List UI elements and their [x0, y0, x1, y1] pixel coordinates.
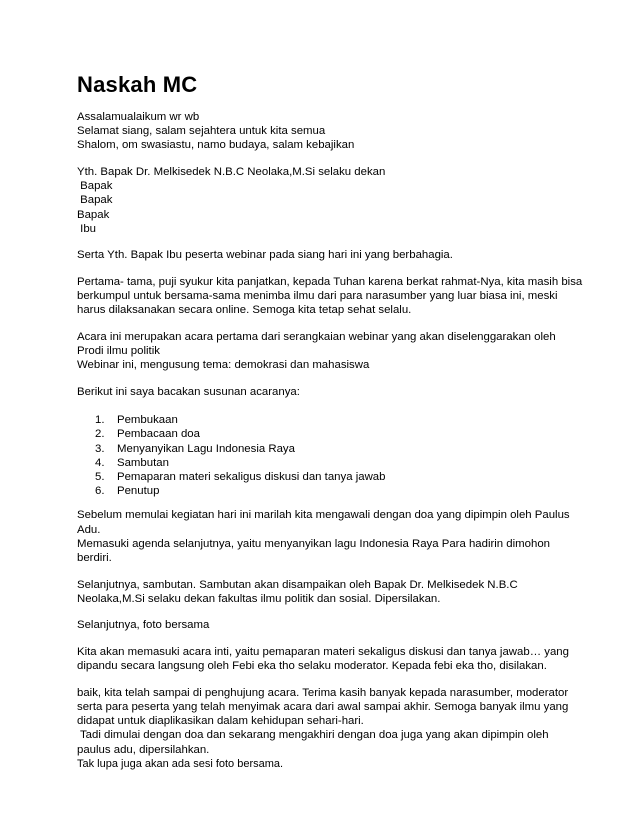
agenda-list — [77, 413, 577, 498]
text-line: serta para peserta yang telah menyimak acara dari awal sampai akhir. Semoga banyak ilmu yang — [77, 701, 569, 714]
text-line: Bapak — [77, 208, 110, 221]
text-line: Sebelum memulai kegiatan hari ini marilah kita mengawali dengan doa yang dipimpin oleh Paulus — [77, 509, 570, 522]
list-item-text: Sambutan — [117, 456, 169, 469]
list-item — [95, 427, 577, 441]
paragraph-inti — [77, 645, 577, 673]
text-line: berdiri. — [77, 552, 112, 565]
text-line: Shalom, om swasiastu, namo budaya, salam kebajikan — [77, 139, 355, 152]
list-item — [95, 456, 577, 470]
list-item — [95, 442, 577, 456]
list-number: 5. — [95, 471, 105, 484]
list-item — [95, 484, 577, 498]
text-line: paulus adu, dipersilahkan. — [77, 743, 210, 756]
list-item — [95, 413, 577, 427]
text-line: Memasuki agenda selanjutnya, yaitu menyanyikan lagu Indonesia Raya Para hadirin dimohon — [77, 537, 551, 550]
text-line: Selanjutnya, foto bersama — [77, 619, 210, 632]
text-line: Selanjutnya, sambutan. Sambutan akan disampaikan oleh Bapak Dr. Melkisedek N.B.C — [77, 578, 518, 591]
list-item-text: Pemaparan materi sekaligus diskusi dan tanya jawab — [117, 471, 386, 484]
list-number: 2. — [95, 428, 105, 441]
text-line: Prodi ilmu politik — [77, 345, 160, 358]
text-line: Kita akan memasuki acara inti, yaitu pemaparan materi sekaligus diskusi dan tanya jawab… yang — [77, 646, 569, 659]
text-line: Berikut ini saya bacakan susunan acaranya: — [77, 386, 300, 398]
list-item-text: Menyanyikan Lagu Indonesia Raya — [117, 442, 295, 455]
paragraph-pertama — [77, 275, 583, 318]
list-number: 6. — [95, 485, 105, 498]
text-line: Tadi dimulai dengan doa dan sekarang mengakhiri dengan doa juga yang akan dipimpin oleh — [77, 729, 549, 742]
text-line: Bapak — [77, 180, 113, 193]
list-item-text: Penutup — [117, 485, 160, 498]
text-line: dipandu secara langsung oleh Febi eka tho selaku moderator. Kepada febi eka tho, disilakan. — [77, 660, 547, 673]
paragraph-sambutan — [77, 578, 577, 606]
opening-greetings — [77, 110, 577, 153]
document-body — [77, 110, 583, 783]
list-item-text: Pembacaan doa — [117, 428, 200, 441]
list-number: 3. — [95, 442, 105, 455]
paragraph-penutup — [77, 686, 577, 771]
paragraph-acara — [77, 330, 577, 373]
text-line: harus dilaksanakan secara online. Semoga kita tetap sehat selalu. — [77, 304, 412, 317]
text-line: Ibu — [77, 222, 96, 235]
guest-list — [77, 165, 577, 236]
paragraph-susunan — [77, 385, 577, 399]
list-item — [95, 470, 577, 484]
document-title: Naskah MC — [77, 72, 198, 97]
text-line: Tak lupa juga akan ada sesi foto bersama. — [77, 757, 284, 770]
text-line: Serta Yth. Bapak Ibu peserta webinar pada siang hari ini yang berbahagia. — [77, 249, 453, 262]
text-line: berkumpul untuk bersama-sama menimba ilmu dari para narasumber yang luar biasa ini, meski — [77, 290, 558, 303]
list-number: 1. — [95, 414, 105, 427]
text-line: Bapak — [77, 194, 113, 207]
text-line: Yth. Bapak Dr. Melkisedek N.B.C Neolaka,M.Si selaku dekan — [77, 166, 386, 178]
paragraph-foto — [77, 618, 577, 632]
paragraph-serta — [77, 248, 577, 262]
text-line: Acara ini merupakan acara pertama dari serangkaian webinar yang akan diselenggarakan oleh — [77, 331, 556, 343]
text-line: Pertama- tama, puji syukur kita panjatkan, kepada Tuhan karena berkat rahmat-Nya, kita masih bisa — [77, 276, 583, 288]
paragraph-sebelum — [77, 508, 577, 565]
text-line: Assalamualaikum wr wb — [77, 111, 200, 123]
text-line: Webinar ini, mengusung tema: demokrasi dan mahasiswa — [77, 359, 370, 372]
text-line: Selamat siang, salam sejahtera untuk kita semua — [77, 125, 326, 138]
text-line: baik, kita telah sampai di penghujung acara. Terima kasih banyak kepada narasumber, moderator — [77, 686, 569, 699]
list-number: 4. — [95, 456, 105, 469]
text-line: Adu. — [77, 523, 101, 536]
list-item-text: Pembukaan — [117, 414, 178, 427]
text-line: Neolaka,M.Si selaku dekan fakultas ilmu politik dan sosial. Dipersilakan. — [77, 592, 441, 605]
text-line: didapat untuk diaplikasikan dalam kehidupan sehari-hari. — [77, 715, 364, 728]
